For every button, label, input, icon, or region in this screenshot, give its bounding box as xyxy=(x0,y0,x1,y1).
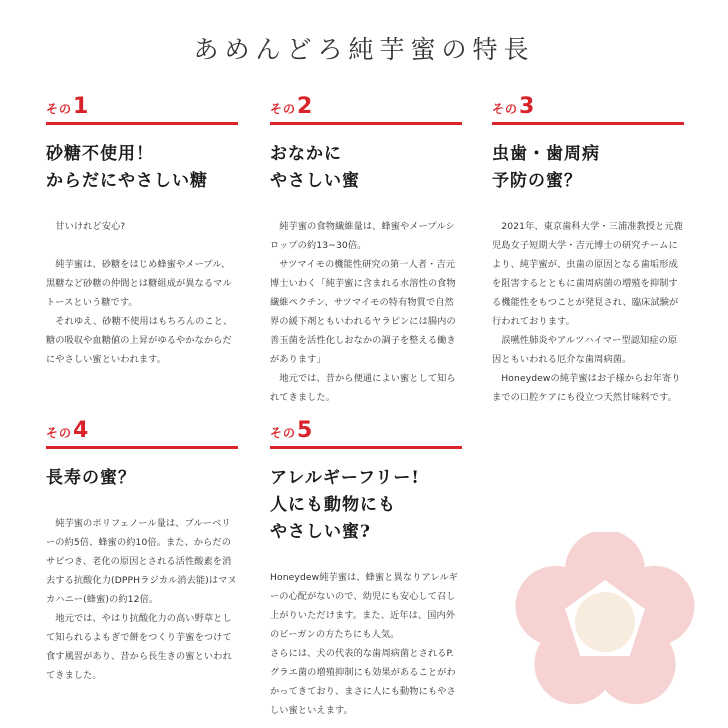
sono-label: その xyxy=(46,102,73,116)
feature-number: 5 xyxy=(297,418,313,443)
feature-number-label xyxy=(492,96,684,125)
blossom-center xyxy=(575,592,635,652)
feature-body: 純芋蜜の食物繊維量は、蜂蜜やメープルシロップの約13~30倍。 サツマイモの機能性研究の第一人者・吉元博士いわく「純芋蜜に含まれる水溶性の食物繊維ペクチン、サツマイモの特有物質で自然界の緩下剤ともいわれるヤラピンには腸内の善玉菌を活性化しおなかの調子を整える働きがあります」 地元では、昔から便通によい蜜として知られてきました。 xyxy=(270,221,456,403)
feature-card-3 xyxy=(492,96,684,407)
feature-heading: 砂糖不使用！ からだにやさしい糖 xyxy=(46,144,208,191)
feature-body: 純芋蜜のポリフェノール量は、ブルーベリーの約5倍、蜂蜜の約10倍。また、からだのサビつき、老化の原因とされる活性酸素を消去する抗酸化力(DPPHラジカル消去能)はマヌカハニー(蜂蜜)の約12倍。 地元では、やはり抗酸化力の高い野草として知られるよもぎで餅をつくり芋蜜をつけて食す風習があり、昔から長生きの蜜といわれてきました。 xyxy=(46,518,237,681)
feature-body: Honeydew純芋蜜は、蜂蜜と異なりアレルギーの心配がないので、幼児にも安心して召し上がりいただけます。また、近年は、国内外のビーガンの方たちにも人気。 さらには、犬の代表的な歯周病菌とされるP.グラエ菌の増殖抑制にも効果があることがわかってきており、まさに人にも動物にもやさしい蜜といえます。 xyxy=(270,572,458,716)
feature-number: 1 xyxy=(73,94,89,119)
feature-body: 甘いけれど安心? 純芋蜜は、砂糖をはじめ蜂蜜やメープル、黒糖など砂糖の仲間とは糖組成が異なるマルトースという糖です。 それゆえ、砂糖不使用はもちろんのこと、糖の吸収や血糖値の上昇がゆるやかなからだにやさしい蜜といわれます。 xyxy=(46,221,233,365)
feature-number-label xyxy=(270,96,462,125)
sono-label: その xyxy=(46,426,73,440)
feature-number-label xyxy=(270,420,462,449)
sono-label: その xyxy=(492,102,519,116)
page-title: あめんどろ純芋蜜の特長 xyxy=(193,35,535,64)
feature-heading: 長寿の蜜？ xyxy=(46,468,136,488)
sono-label: その xyxy=(270,426,297,440)
feature-heading: 虫歯・歯周病 予防の蜜？ xyxy=(492,144,600,191)
feature-body: 2021年、東京歯科大学・三浦准教授と元鹿児島女子短期大学・吉元博士の研究チームにより、純芋蜜が、虫歯の原因となる歯垢形成を阻害するとともに歯周病菌の増殖を抑制する機能性をもつことが発見され、臨床試験が行われております。 誤嚥性肺炎やアルツハイマー型認知症の原因ともいわれる厄介な歯周病菌。 Honeydewの純芋蜜はお子様からお年寄りまでの口腔ケアにも役立つ天然甘味料です。 xyxy=(492,221,683,403)
feature-number: 2 xyxy=(297,94,313,119)
plum-blossom-logo-icon xyxy=(510,532,700,708)
feature-card-5 xyxy=(270,420,462,720)
sono-label: その xyxy=(270,102,297,116)
feature-card-4 xyxy=(46,420,238,685)
feature-heading: アレルギーフリー! 人にも動物にも やさしい蜜? xyxy=(270,468,420,542)
feature-number: 4 xyxy=(73,418,89,443)
feature-number-label xyxy=(46,420,238,449)
feature-card-1 xyxy=(46,96,238,369)
feature-number: 3 xyxy=(519,94,535,119)
feature-card-2 xyxy=(270,96,462,407)
feature-heading: おなかに やさしい蜜 xyxy=(270,144,360,191)
feature-number-label xyxy=(46,96,238,125)
